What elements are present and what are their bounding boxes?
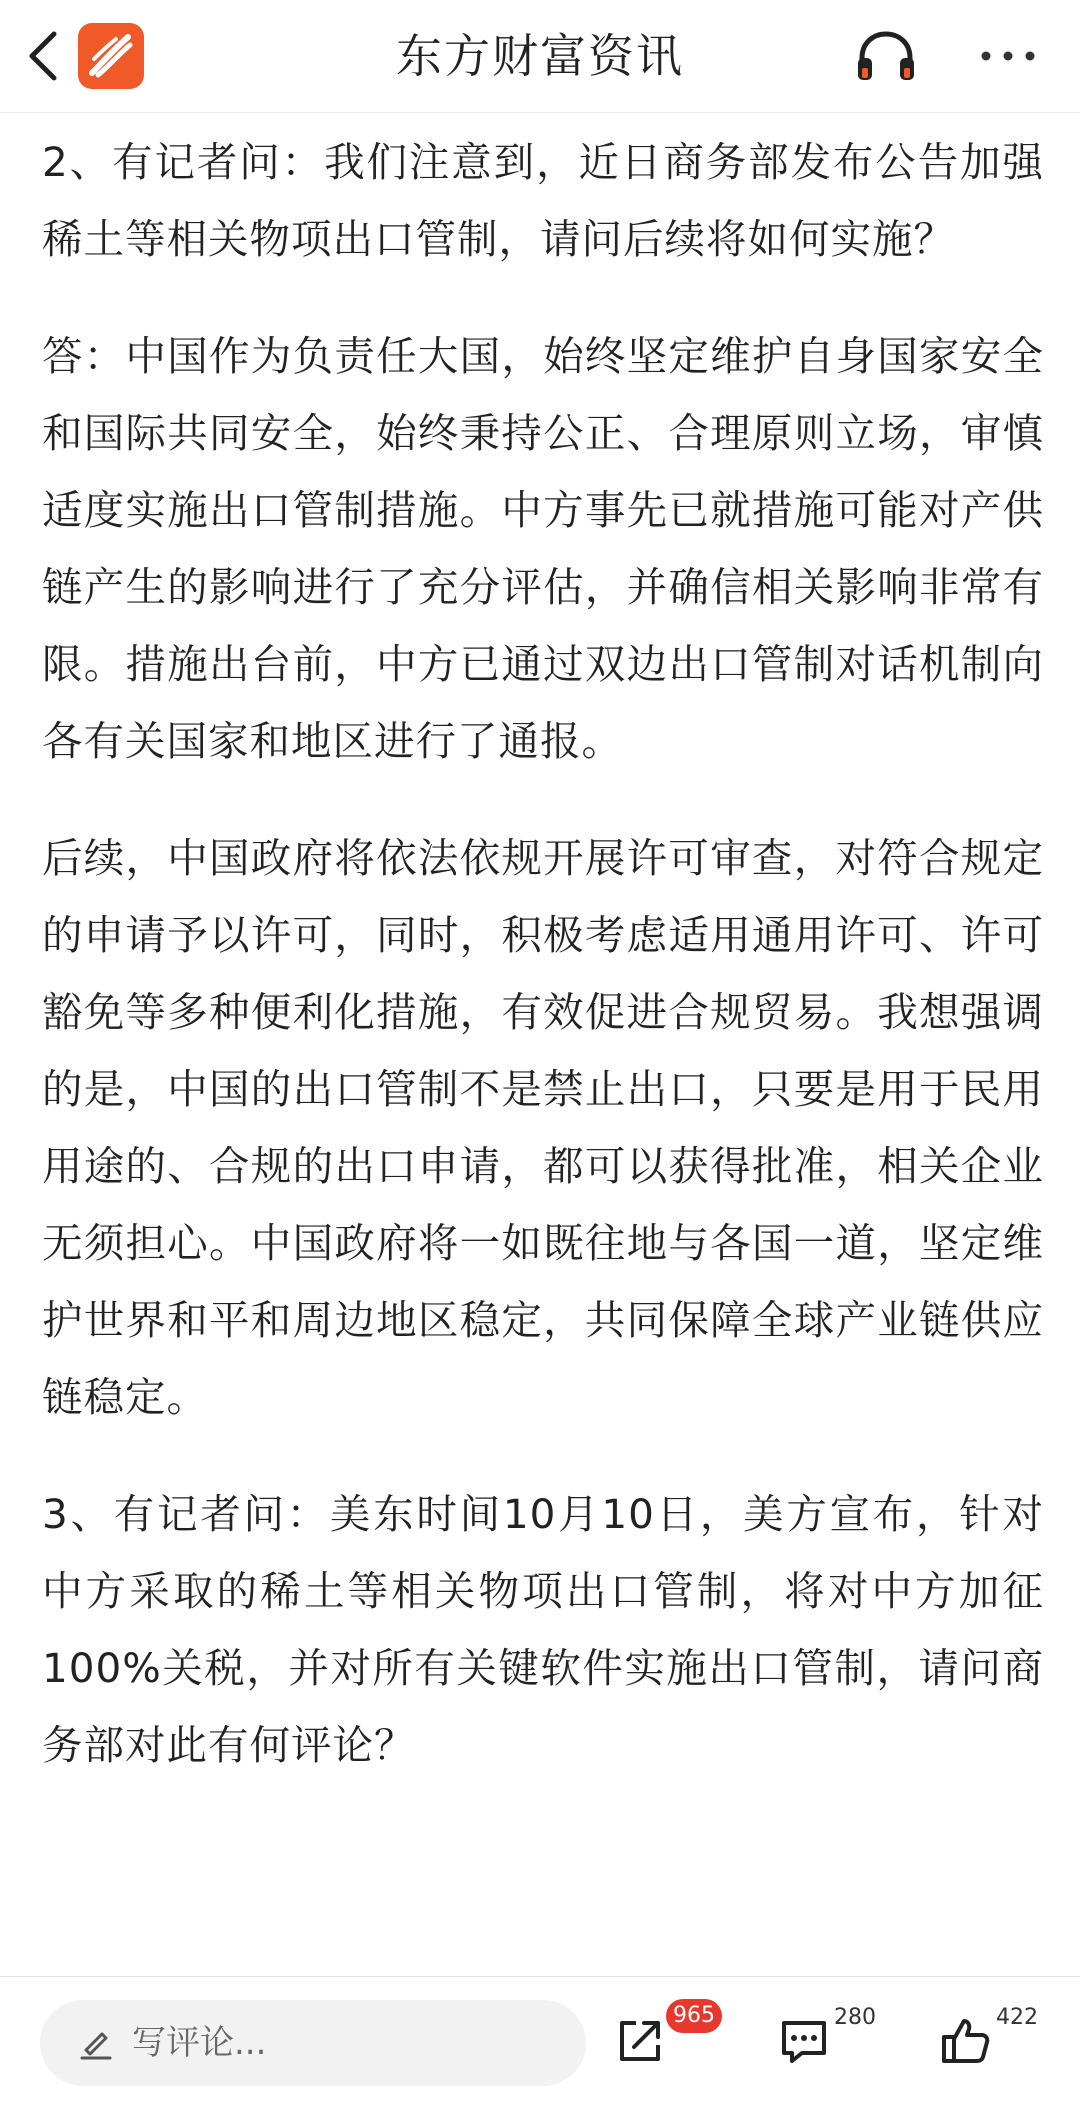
article-paragraph: 3、有记者问：美东时间10月10日，美方宣布，针对中方采取的稀土等相关物项出口管制，将对中方加征100%关税，并对所有关键软件实施出口管制，请问商务部对此有何评论？ bbox=[42, 1490, 1044, 1769]
like-button[interactable] bbox=[938, 1999, 1048, 2087]
pen-icon bbox=[76, 2022, 116, 2062]
share-button[interactable] bbox=[612, 1999, 722, 2087]
page-title: 东方财富资讯 bbox=[396, 29, 684, 83]
comment-bubble-icon bbox=[776, 2013, 832, 2069]
like-count: 422 bbox=[996, 2005, 1038, 2030]
article-paragraph: 后续，中国政府将依法依规开展许可审查，对符合规定的申请予以许可，同时，积极考虑适用通用许可、许可豁免等多种便利化措施，有效促进合规贸易。我想强调的是，中国的出口管制不是禁止出口，只要是用于民用用途的、合规的出口申请，都可以获得批准，相关企业无须担心。中国政府将一如既往地与各国一道，坚定维护世界和平和周边地区稳定，共同保障全球产业链供应链稳定。 bbox=[42, 834, 1044, 1421]
comment-count: 280 bbox=[834, 2005, 876, 2030]
share-icon bbox=[612, 2013, 668, 2069]
comment-placeholder: 写评论... bbox=[132, 2023, 267, 2063]
article-paragraph: 2、有记者问：我们注意到，近日商务部发布公告加强稀土等相关物项出口管制，请问后续将如何实施？ bbox=[42, 138, 1044, 263]
share-count-badge: 965 bbox=[666, 1999, 722, 2033]
more-dots-icon bbox=[978, 36, 1038, 76]
more-button[interactable] bbox=[978, 36, 1038, 76]
comments-button[interactable] bbox=[776, 1999, 886, 2087]
headphones-icon bbox=[852, 28, 920, 84]
listen-button[interactable] bbox=[852, 28, 920, 84]
bottom-action-bar bbox=[0, 1976, 1080, 2110]
thumbs-up-icon bbox=[938, 2013, 994, 2069]
comment-input[interactable] bbox=[40, 2000, 586, 2086]
top-nav-bar bbox=[0, 0, 1080, 113]
article-body bbox=[42, 112, 1044, 1976]
article-paragraph: 答：中国作为负责任大国，始终坚定维护自身国家安全和国际共同安全，始终秉持公正、合理原则立场，审慎适度实施出口管制措施。中方事先已就措施可能对产供链产生的影响进行了充分评估，并确信相关影响非常有限。措施出台前，中方已通过双边出口管制对话机制向各有关国家和地区进行了通报。 bbox=[42, 332, 1044, 765]
